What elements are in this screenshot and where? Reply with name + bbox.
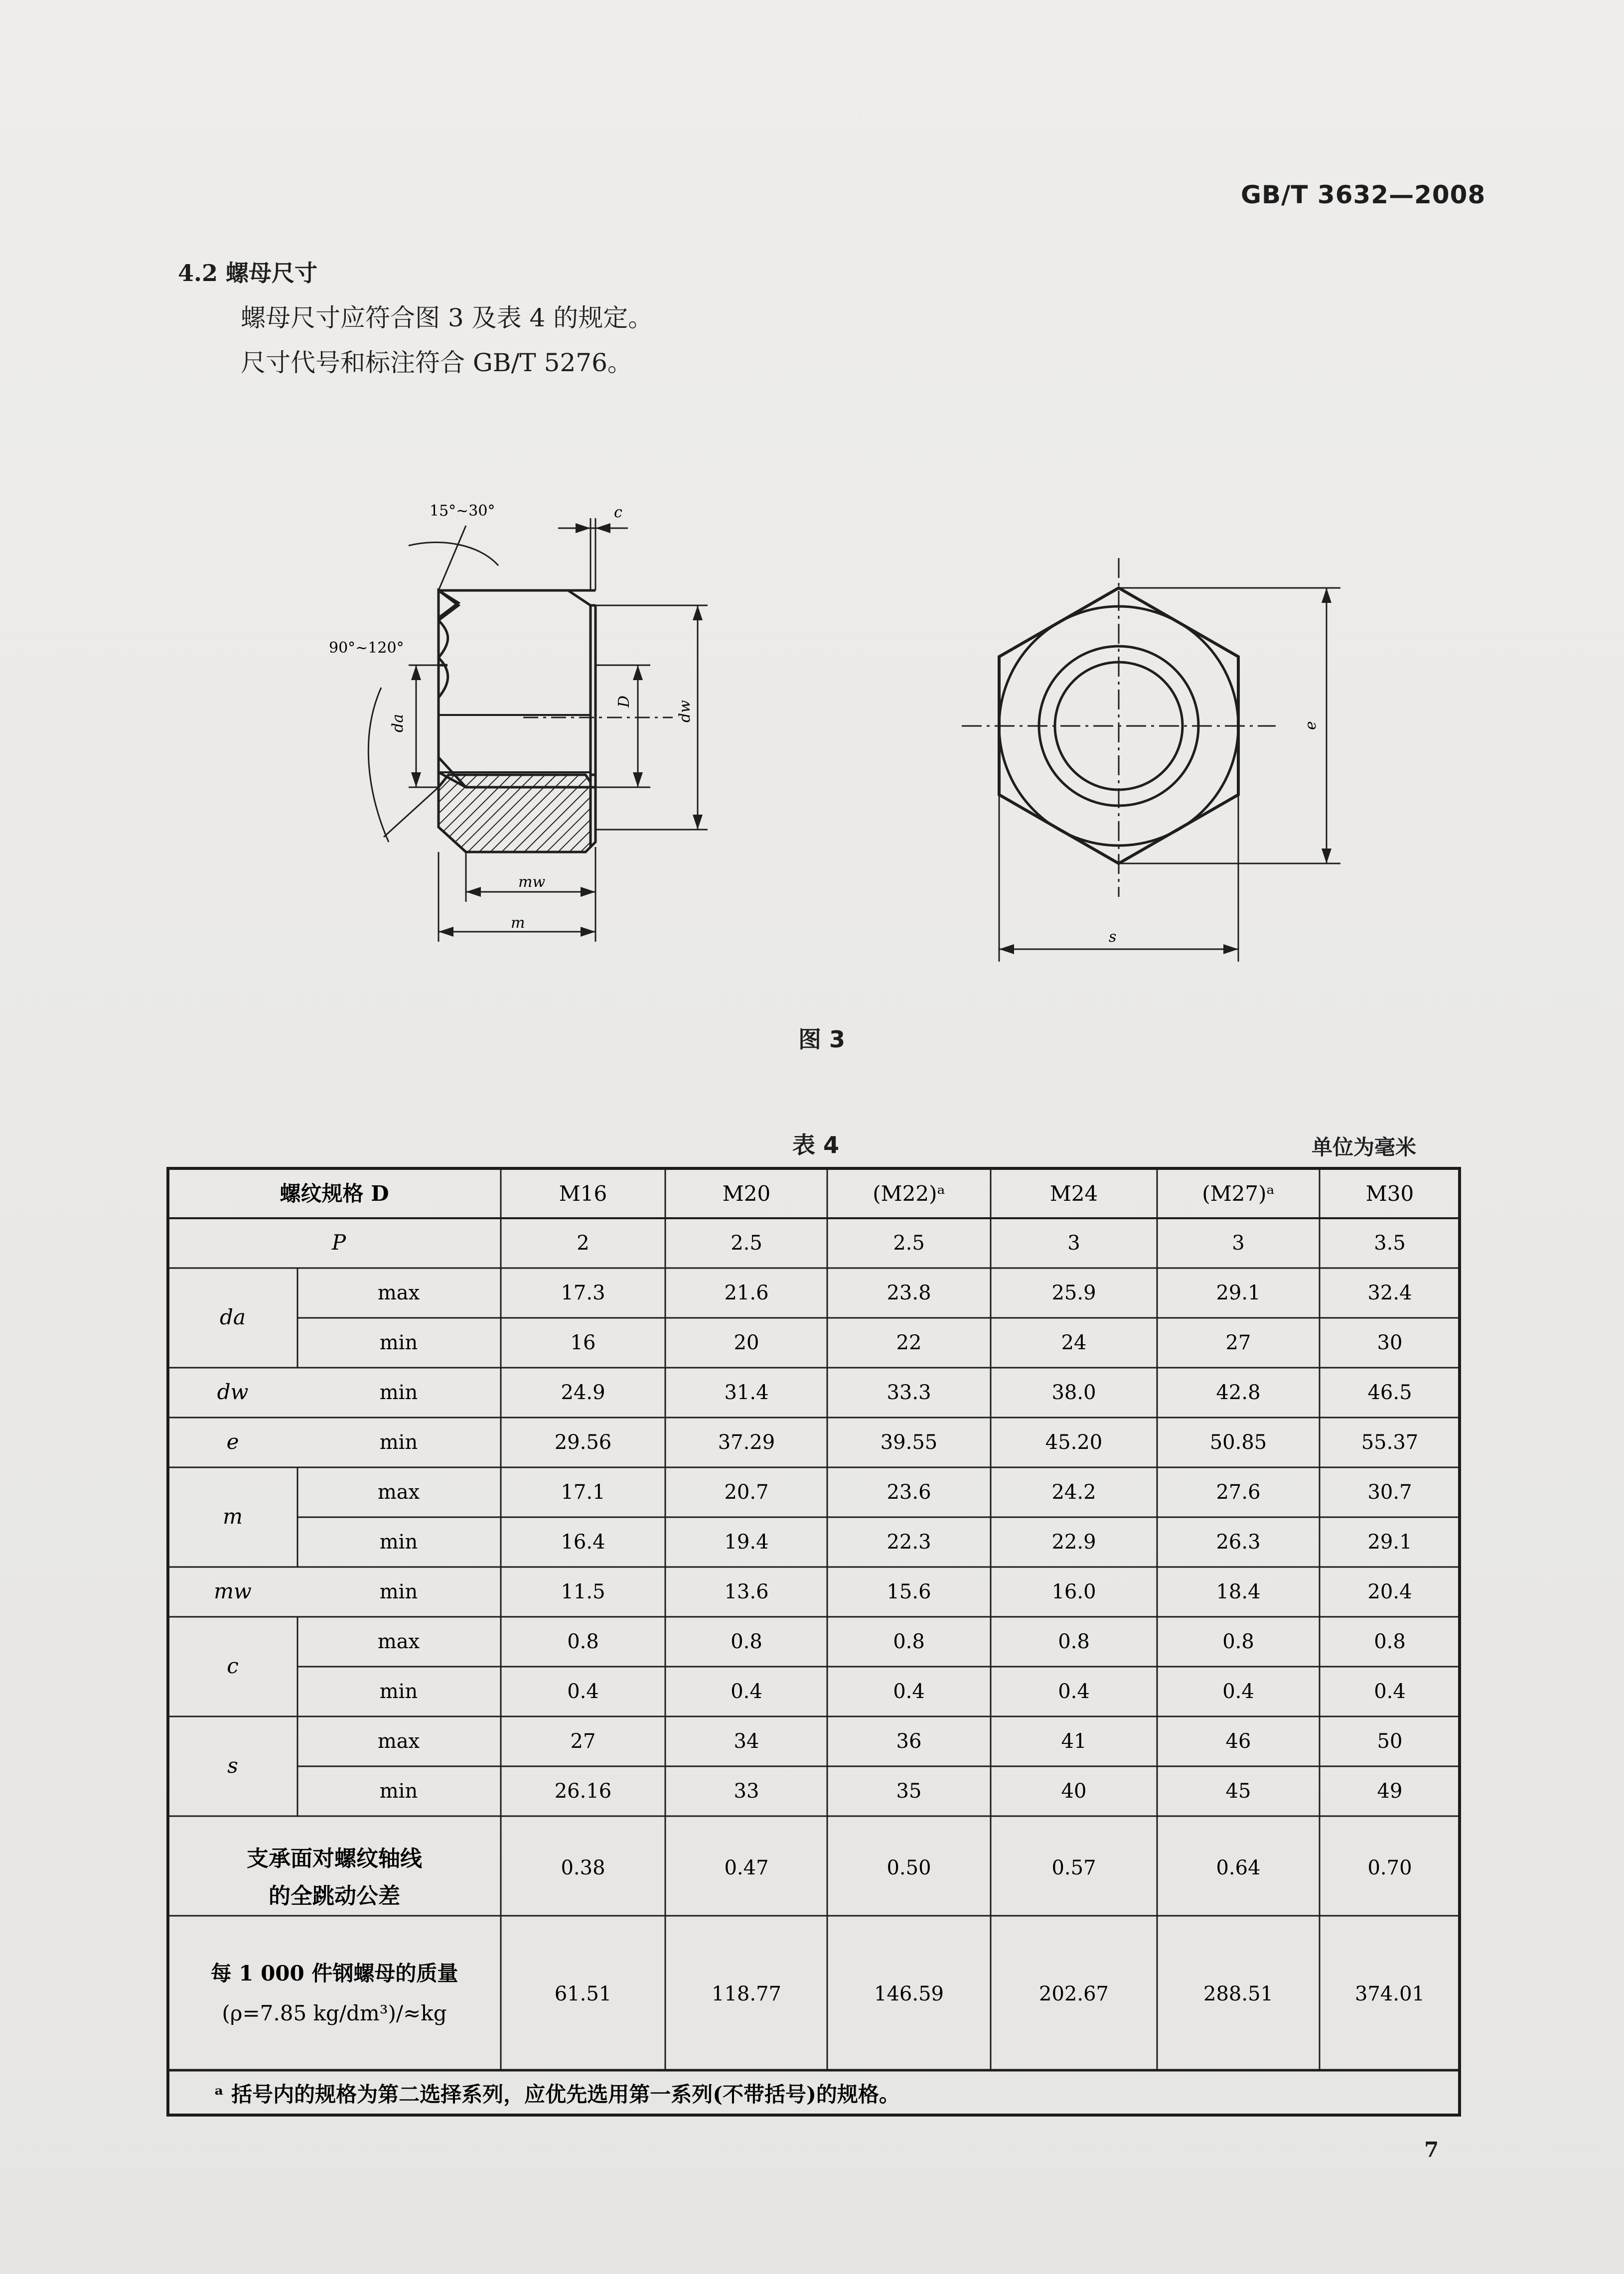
mass-cell: 61.51 (554, 1983, 612, 2005)
table-cell: 0.8 (1374, 1630, 1406, 1653)
label-mw: mw (518, 873, 546, 891)
table-cell: 34 (734, 1730, 759, 1753)
table-cell: 16.0 (1051, 1580, 1096, 1603)
row-sub: min (379, 1580, 418, 1603)
table-cell: 21.6 (724, 1281, 769, 1304)
table-cell: 50 (1377, 1730, 1403, 1753)
table-cell: 19.4 (724, 1531, 769, 1554)
figure-caption: 图 3 (798, 1026, 846, 1053)
table-cell: 38.0 (1051, 1381, 1096, 1404)
mass-cell: 118.77 (712, 1983, 781, 2005)
row-sub: min (379, 1431, 418, 1454)
table-cell: 26.16 (554, 1780, 612, 1803)
runout-label-2: 的全跳动公差 (269, 1883, 400, 1909)
row-sub: max (377, 1630, 420, 1653)
table-cell: 17.3 (561, 1281, 605, 1304)
label-chamfer-angle: 15°~30° (430, 502, 495, 520)
row-symbol-mw: mw (214, 1579, 252, 1603)
table-cell: 0.4 (1374, 1680, 1406, 1703)
label-bearing-angle: 90°~120° (329, 639, 404, 657)
paragraph-line-1: 螺母尺寸应符合图 3 及表 4 的规定。 (241, 303, 653, 332)
col-header: M16 (559, 1181, 607, 1206)
header-label: 螺纹规格 D (280, 1181, 389, 1206)
table-cell: 24.9 (561, 1381, 605, 1404)
mass-label-1: 每 1 000 件钢螺母的质量 (210, 1961, 458, 1986)
table-cell: 23.6 (886, 1481, 931, 1504)
row-symbol-da: da (220, 1305, 246, 1329)
table-cell: 24 (1061, 1331, 1087, 1354)
table-cell: 17.1 (561, 1481, 605, 1504)
label-dw: dw (676, 700, 694, 722)
col-header: (M27)ᵃ (1202, 1181, 1275, 1206)
table-footnote: ᵃ 括号内的规格为第二选择系列，应优先选用第一系列(不带括号)的规格。 (214, 2082, 900, 2107)
table-cell: 18.4 (1216, 1580, 1261, 1603)
table-cell: 0.4 (1058, 1680, 1090, 1703)
col-header: M30 (1365, 1181, 1414, 1206)
row-sub: min (379, 1381, 418, 1404)
table-cell: 25.9 (1051, 1281, 1096, 1304)
row-sub: min (379, 1531, 418, 1554)
mass-cell: 146.59 (874, 1983, 944, 2005)
runout-cell: 0.64 (1216, 1856, 1261, 1879)
label-c: c (614, 504, 622, 521)
table-cell: 27.6 (1216, 1481, 1261, 1504)
row-sub: min (379, 1780, 418, 1803)
col-header: M24 (1049, 1181, 1098, 1206)
table-cell: 29.56 (554, 1431, 612, 1454)
table-cell: 22.3 (886, 1531, 931, 1554)
table-cell: 40 (1061, 1780, 1087, 1803)
table-cell: 16.4 (561, 1531, 605, 1554)
table-cell: 30.7 (1367, 1481, 1412, 1504)
runout-cell: 0.57 (1051, 1856, 1096, 1879)
mass-cell: 374.01 (1355, 1983, 1425, 2005)
table-cell: 0.4 (731, 1680, 762, 1703)
table-cell: 15.6 (886, 1580, 931, 1603)
table-cell: 3 (1067, 1232, 1080, 1255)
table-cell: 39.55 (880, 1431, 938, 1454)
table-cell: 32.4 (1367, 1281, 1412, 1304)
table-cell: 29.1 (1216, 1281, 1261, 1304)
label-e: e (1302, 721, 1320, 730)
figure-3-drawing (0, 0, 1624, 1016)
table-cell: 22 (896, 1331, 922, 1354)
table-cell: 45 (1225, 1780, 1251, 1803)
row-symbol-P: P (331, 1230, 346, 1255)
table-cell: 46 (1225, 1730, 1251, 1753)
table-cell: 45.20 (1045, 1431, 1103, 1454)
table-cell: 0.8 (893, 1630, 925, 1653)
table-cell: 26.3 (1216, 1531, 1261, 1554)
section-title: 4.2 螺母尺寸 (178, 260, 318, 286)
table-cell: 11.5 (561, 1580, 605, 1603)
standard-code: GB/T 3632—2008 (1241, 180, 1486, 209)
table-cell: 20 (734, 1331, 759, 1354)
row-symbol-m: m (223, 1504, 243, 1529)
row-symbol-e: e (226, 1429, 239, 1454)
table-cell: 23.8 (886, 1281, 931, 1304)
table-cell: 0.8 (1222, 1630, 1254, 1653)
table-cell: 33.3 (886, 1381, 931, 1404)
table-cell: 37.29 (718, 1431, 775, 1454)
row-sub: min (379, 1680, 418, 1703)
table-cell: 46.5 (1367, 1381, 1412, 1404)
table-cell: 3.5 (1374, 1232, 1406, 1255)
table-cell: 29.1 (1367, 1531, 1412, 1554)
table-cell: 0.8 (731, 1630, 762, 1653)
mass-cell: 202.67 (1039, 1983, 1109, 2005)
table-cell: 27 (570, 1730, 596, 1753)
table-cell: 0.8 (567, 1630, 599, 1653)
table-cell: 2.5 (731, 1232, 762, 1255)
row-sub: max (377, 1730, 420, 1753)
table-cell: 0.4 (893, 1680, 925, 1703)
mass-cell: 288.51 (1203, 1983, 1273, 2005)
mass-label-2: (ρ=7.85 kg/dm³)/≈kg (222, 2001, 447, 2025)
table-caption: 表 4 (792, 1132, 840, 1158)
runout-cell: 0.70 (1367, 1856, 1412, 1879)
table-cell: 0.4 (1222, 1680, 1254, 1703)
runout-cell: 0.38 (561, 1856, 605, 1879)
nut-section-hatch (439, 775, 591, 852)
table-cell: 35 (896, 1780, 922, 1803)
table-cell: 0.8 (1058, 1630, 1090, 1653)
table-cell: 16 (570, 1331, 596, 1354)
page-number: 7 (1424, 2137, 1439, 2162)
table-cell: 41 (1061, 1730, 1087, 1753)
table-cell: 0.4 (567, 1680, 599, 1703)
table-cell: 50.85 (1209, 1431, 1267, 1454)
row-sub: min (379, 1331, 418, 1354)
nut-top-view (962, 558, 1340, 962)
table-values (555, 1232, 1425, 2005)
table-cell: 55.37 (1361, 1431, 1419, 1454)
table-4 (0, 1146, 1624, 2142)
label-m: m (511, 914, 525, 932)
table-cell: 20.7 (724, 1481, 769, 1504)
row-symbol-dw: dw (217, 1380, 249, 1404)
table-cell: 31.4 (724, 1381, 769, 1404)
row-sub: max (377, 1281, 420, 1304)
table-cell: 2 (577, 1232, 590, 1255)
table-cell: 36 (896, 1730, 922, 1753)
table-cell: 2.5 (893, 1232, 925, 1255)
table-cell: 42.8 (1216, 1381, 1261, 1404)
table-cell: 24.2 (1051, 1481, 1096, 1504)
col-header: M20 (722, 1181, 771, 1206)
col-header: (M22)ᵃ (873, 1181, 945, 1206)
label-D: D (615, 695, 633, 708)
table-cell: 13.6 (724, 1580, 769, 1603)
table-cell: 20.4 (1367, 1580, 1412, 1603)
table-cell: 3 (1232, 1232, 1245, 1255)
table-cell: 22.9 (1051, 1531, 1096, 1554)
table-cell: 27 (1225, 1331, 1251, 1354)
table-cell: 30 (1377, 1331, 1403, 1354)
unit-note: 单位为毫米 (1312, 1135, 1417, 1159)
runout-cell: 0.50 (886, 1856, 931, 1879)
table-cell: 33 (734, 1780, 759, 1803)
table-cell: 49 (1377, 1780, 1403, 1803)
paragraph-line-2: 尺寸代号和标注符合 GB/T 5276。 (241, 348, 632, 377)
row-sub: max (377, 1481, 420, 1504)
runout-label-1: 支承面对螺纹轴线 (247, 1846, 422, 1871)
runout-cell: 0.47 (724, 1856, 769, 1879)
label-da: da (389, 713, 407, 732)
label-s: s (1109, 928, 1117, 946)
row-symbol-c: c (227, 1654, 239, 1678)
row-symbol-s: s (227, 1753, 238, 1778)
